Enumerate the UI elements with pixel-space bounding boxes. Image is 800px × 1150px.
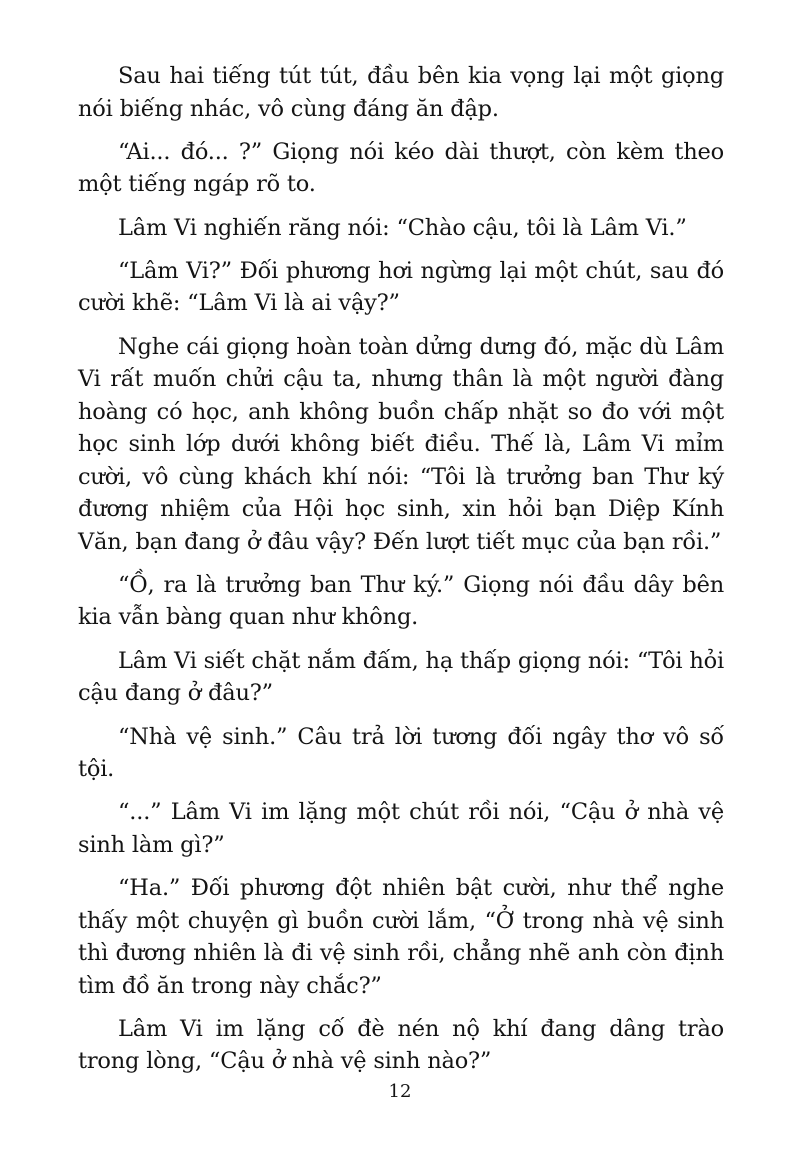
- paragraph-5: Nghe cái giọng hoàn toàn dửng dưng đó, mặc dù Lâm Vi rất muốn chửi cậu ta, nhưng thân là một người đàng hoàng có học, anh không buồn chấp nhặt so đo với một học sinh lớp dưới không biết điều. Thế là, Lâm Vi mỉm cười, vô cùng khách khí nói: “Tôi là trưởng ban Thư ký đương nhiệm của Hội học sinh, xin hỏi bạn Diệp Kính Văn, bạn đang ở đâu vậy? Đến lượt tiết mục của bạn rồi.”: [78, 333, 724, 555]
- paragraph-6: “Ồ, ra là trưởng ban Thư ký.” Giọng nói đầu dây bên kia vẫn bàng quan như không.: [78, 571, 724, 631]
- paragraph-10: “Ha.” Đối phương đột nhiên bật cười, như thể nghe thấy một chuyện gì buồn cười lắm, “Ở trong nhà vệ sinh thì đương nhiên là đi vệ sinh rồi, chẳng nhẽ anh còn định tìm đồ ăn trong này chắc?”: [78, 875, 724, 999]
- paragraph-2: “Ai... đó... ?” Giọng nói kéo dài thượt, còn kèm theo một tiếng ngáp rõ to.: [78, 138, 724, 198]
- paragraph-4: “Lâm Vi?” Đối phương hơi ngừng lại một chút, sau đó cười khẽ: “Lâm Vi là ai vậy?”: [78, 257, 724, 317]
- paragraph-11: Lâm Vi im lặng cố đè nén nộ khí đang dâng trào trong lòng, “Cậu ở nhà vệ sinh nào?”: [78, 1015, 724, 1075]
- page-number: 12: [388, 1081, 412, 1102]
- paragraph-8: “Nhà vệ sinh.” Câu trả lời tương đối ngây thơ vô số tội.: [78, 723, 724, 783]
- paragraph-9: “...” Lâm Vi im lặng một chút rồi nói, “Cậu ở nhà vệ sinh làm gì?”: [78, 799, 724, 858]
- paragraph-7: Lâm Vi siết chặt nắm đấm, hạ thấp giọng nói: “Tôi hỏi cậu đang ở đâu?”: [78, 647, 725, 707]
- paragraph-1: Sau hai tiếng tút tút, đầu bên kia vọng lại một giọng nói biếng nhác, vô cùng đáng ăn đập.: [78, 63, 724, 122]
- page-body: [78, 60, 724, 1089]
- paragraph-3: Lâm Vi nghiến răng nói: “Chào cậu, tôi là Lâm Vi.”: [118, 214, 687, 241]
